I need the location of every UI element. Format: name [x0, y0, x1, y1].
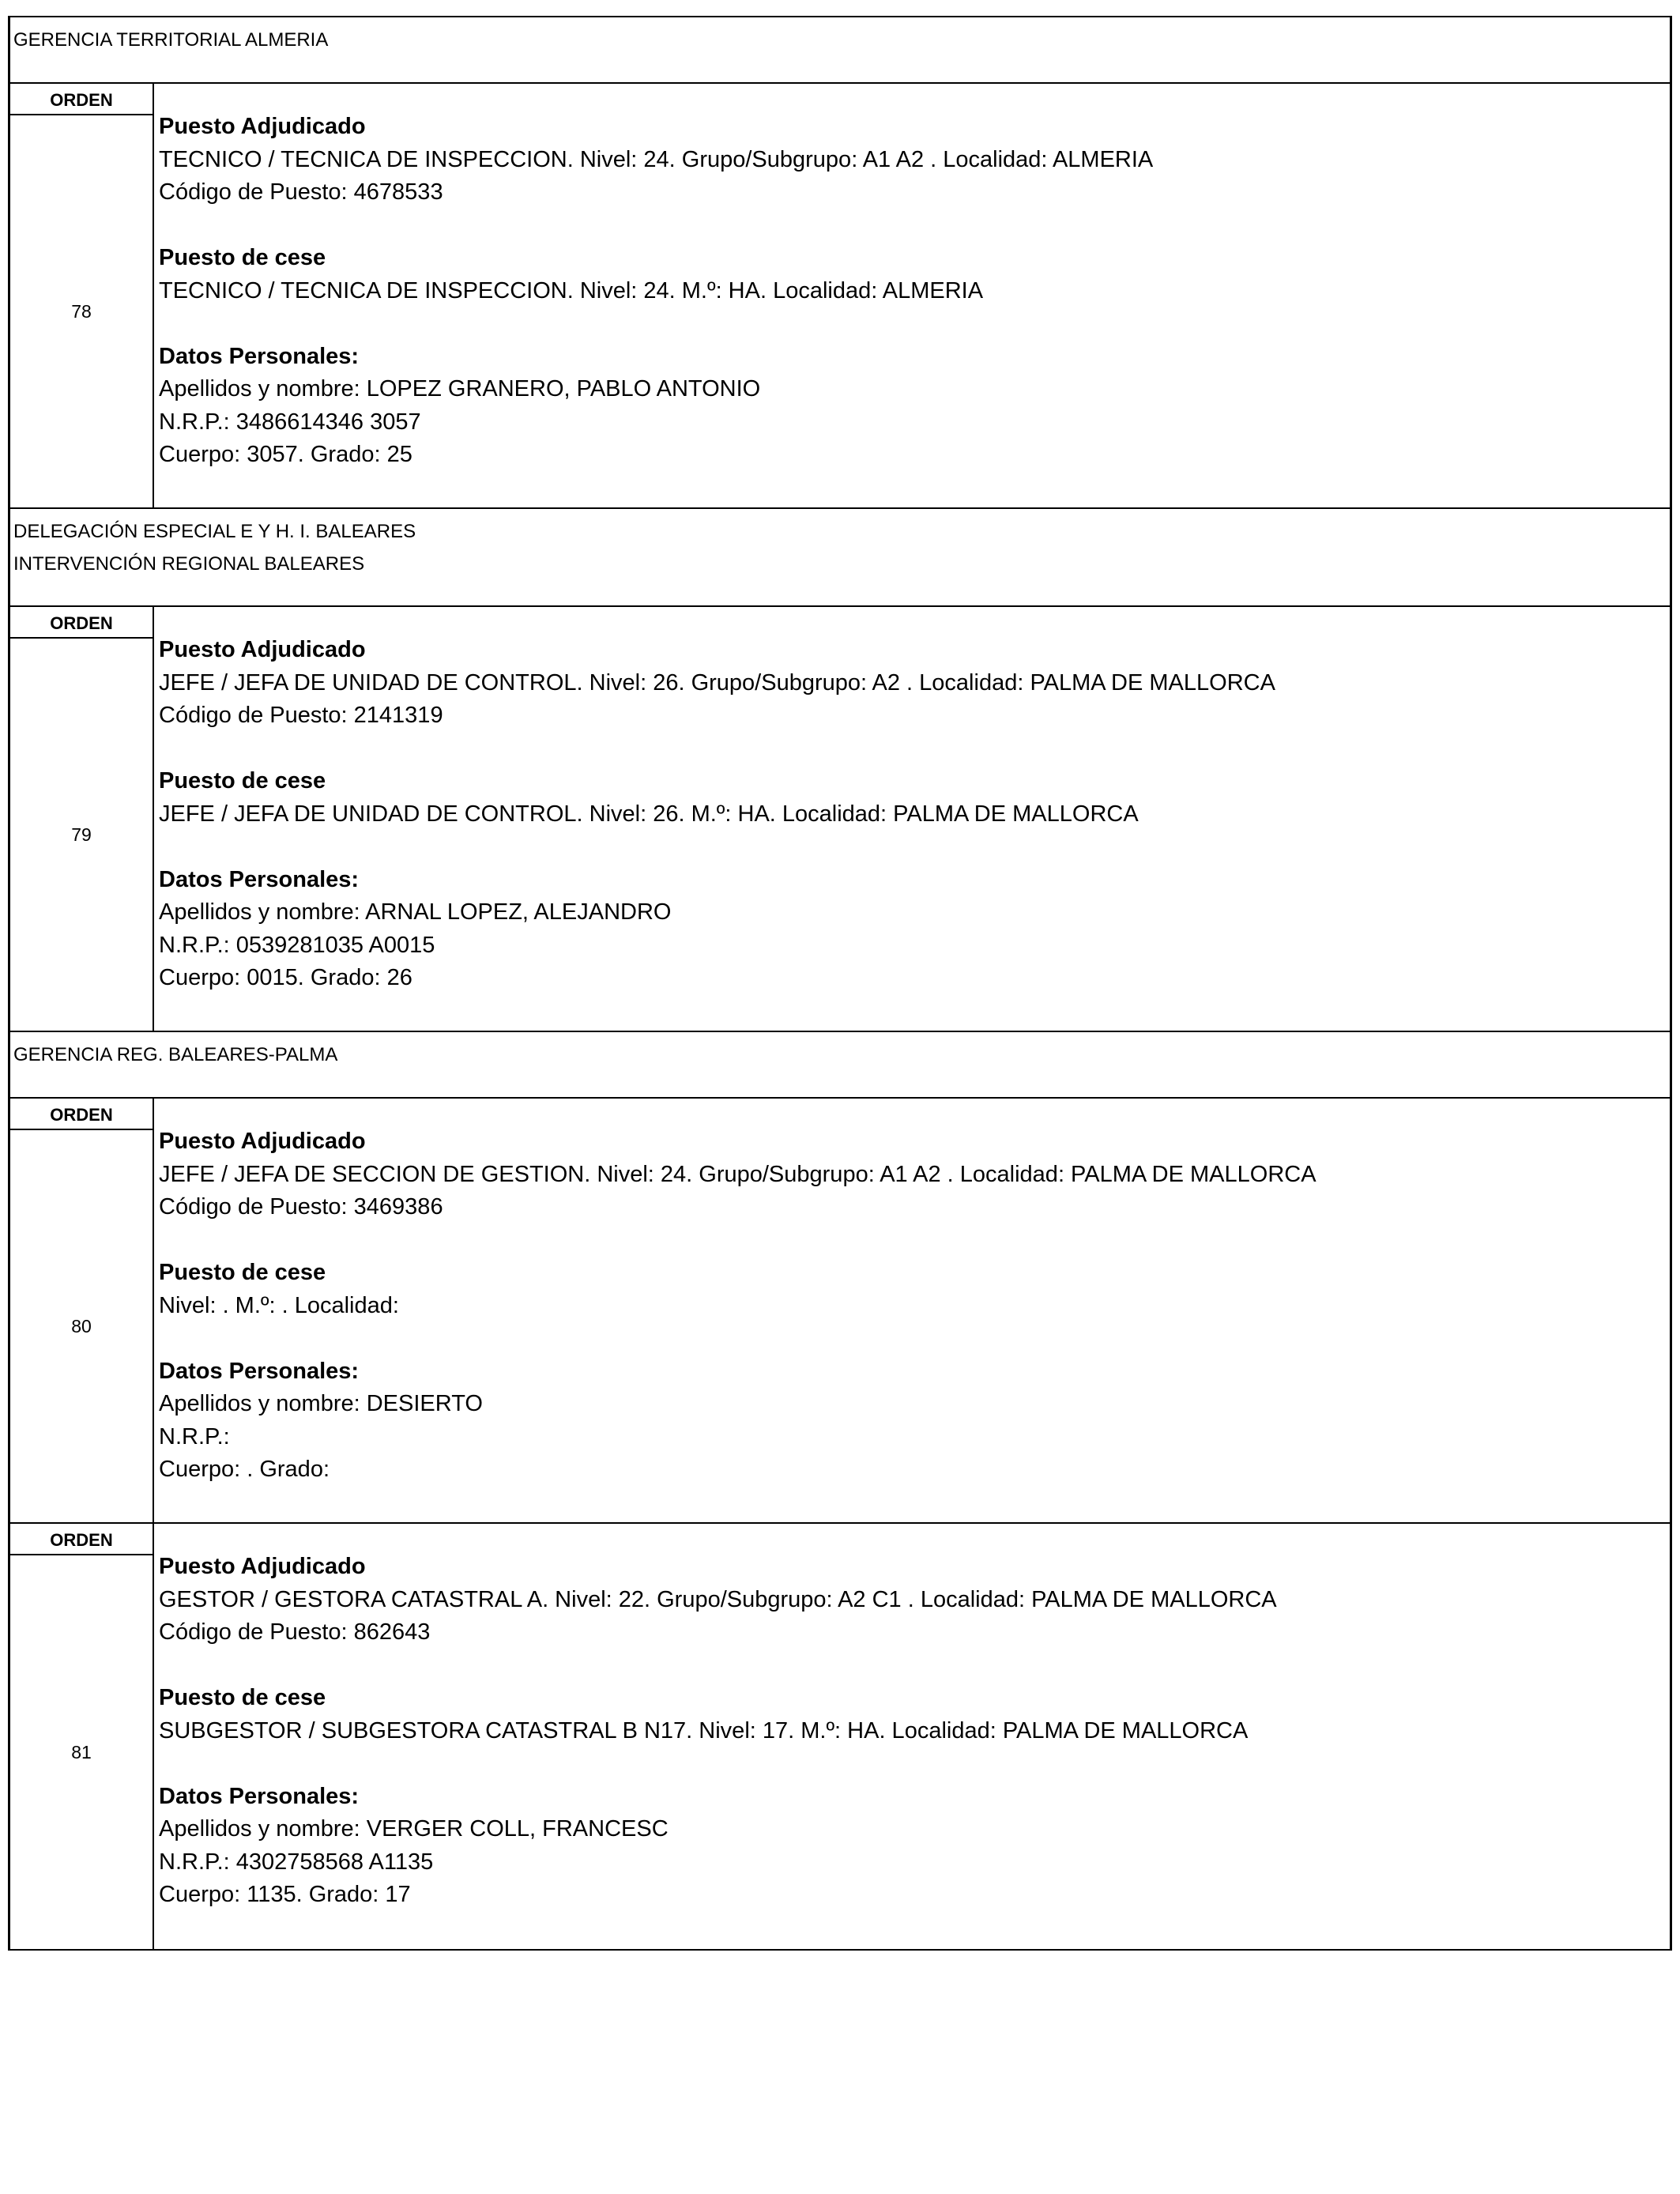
cese-line: Nivel: . M.º: . Localidad:	[159, 1292, 399, 1318]
entry-row	[10, 1099, 1670, 1524]
orden-label: ORDEN	[10, 84, 153, 115]
apellidos-nombre: Apellidos y nombre: DESIERTO	[159, 1391, 483, 1416]
nrp: N.R.P.: 0539281035 A0015	[159, 932, 435, 958]
adjudicado-title: Puesto Adjudicado	[159, 1554, 366, 1579]
codigo-puesto: Código de Puesto: 3469386	[159, 1194, 443, 1220]
entry-left-column	[10, 1099, 154, 1522]
codigo-puesto: Código de Puesto: 2141319	[159, 703, 443, 728]
entry-details	[154, 84, 1670, 507]
adjudicado-title: Puesto Adjudicado	[159, 637, 366, 662]
section-header-line: GERENCIA REG. BALEARES-PALMA	[13, 1044, 338, 1065]
datos-title: Datos Personales:	[159, 1358, 360, 1384]
codigo-puesto: Código de Puesto: 862643	[159, 1619, 431, 1645]
entry-details	[154, 607, 1670, 1031]
section-header-line: INTERVENCIÓN REGIONAL BALEARES	[13, 553, 365, 575]
entry-left-column	[10, 1524, 154, 1949]
cese-title: Puesto de cese	[159, 245, 326, 270]
orden-label: ORDEN	[10, 1524, 153, 1555]
section-header	[10, 17, 1670, 84]
entry-details	[154, 1099, 1670, 1522]
orden-number: 81	[71, 1741, 92, 1762]
codigo-puesto: Código de Puesto: 4678533	[159, 179, 443, 205]
document-table	[8, 16, 1672, 1951]
datos-title: Datos Personales:	[159, 866, 360, 892]
cese-title: Puesto de cese	[159, 1260, 326, 1285]
entry-row	[10, 1524, 1670, 1949]
entry-details	[154, 1524, 1670, 1949]
cese-title: Puesto de cese	[159, 1685, 326, 1710]
orden-number: 79	[71, 824, 92, 845]
orden-number: 80	[71, 1315, 92, 1336]
adjudicado-title: Puesto Adjudicado	[159, 1129, 366, 1154]
entry-row	[10, 607, 1670, 1032]
cese-line: JEFE / JEFA DE UNIDAD DE CONTROL. Nivel: 26. M.º: HA. Localidad: PALMA DE MALLORCA	[159, 801, 1139, 827]
datos-title: Datos Personales:	[159, 343, 360, 369]
adjudicado-line: JEFE / JEFA DE SECCION DE GESTION. Nivel: 24. Grupo/Subgrupo: A1 A2 . Localidad: PALMA DE MALLORCA	[159, 1161, 1317, 1187]
apellidos-nombre: Apellidos y nombre: ARNAL LOPEZ, ALEJANDRO	[159, 899, 672, 925]
adjudicado-line: TECNICO / TECNICA DE INSPECCION. Nivel: 24. Grupo/Subgrupo: A1 A2 . Localidad: ALMERIA	[159, 146, 1154, 172]
entry-left-column	[10, 607, 154, 1031]
adjudicado-title: Puesto Adjudicado	[159, 114, 366, 139]
entry-left-column	[10, 84, 154, 507]
section-header	[10, 509, 1670, 607]
cese-line: SUBGESTOR / SUBGESTORA CATASTRAL B N17. Nivel: 17. M.º: HA. Localidad: PALMA DE MALLORCA	[159, 1717, 1249, 1744]
cese-line: TECNICO / TECNICA DE INSPECCION. Nivel: 24. M.º: HA. Localidad: ALMERIA	[159, 277, 984, 303]
nrp: N.R.P.:	[159, 1423, 230, 1449]
cese-title: Puesto de cese	[159, 768, 326, 794]
section-header-line: DELEGACIÓN ESPECIAL E Y H. I. BALEARES	[13, 521, 416, 542]
cuerpo-grado: Cuerpo: 1135. Grado: 17	[159, 1882, 411, 1907]
section-header-line: GERENCIA TERRITORIAL ALMERIA	[13, 29, 329, 51]
section-header	[10, 1032, 1670, 1099]
cuerpo-grado: Cuerpo: 0015. Grado: 26	[159, 965, 412, 990]
adjudicado-line: GESTOR / GESTORA CATASTRAL A. Nivel: 22. Grupo/Subgrupo: A2 C1 . Localidad: PALMA DE MALLORCA	[159, 1586, 1277, 1612]
orden-number: 78	[71, 300, 92, 322]
nrp: N.R.P.: 4302758568 A1135	[159, 1849, 434, 1875]
cuerpo-grado: Cuerpo: . Grado:	[159, 1457, 330, 1482]
entry-row	[10, 84, 1670, 509]
orden-label: ORDEN	[10, 607, 153, 639]
datos-title: Datos Personales:	[159, 1783, 360, 1809]
orden-label: ORDEN	[10, 1099, 153, 1130]
apellidos-nombre: Apellidos y nombre: LOPEZ GRANERO, PABLO ANTONIO	[159, 376, 761, 401]
cuerpo-grado: Cuerpo: 3057. Grado: 25	[159, 442, 412, 467]
adjudicado-line: JEFE / JEFA DE UNIDAD DE CONTROL. Nivel: 26. Grupo/Subgrupo: A2 . Localidad: PALMA DE MALLORCA	[159, 669, 1275, 696]
apellidos-nombre: Apellidos y nombre: VERGER COLL, FRANCESC	[159, 1816, 669, 1842]
nrp: N.R.P.: 3486614346 3057	[159, 409, 421, 435]
